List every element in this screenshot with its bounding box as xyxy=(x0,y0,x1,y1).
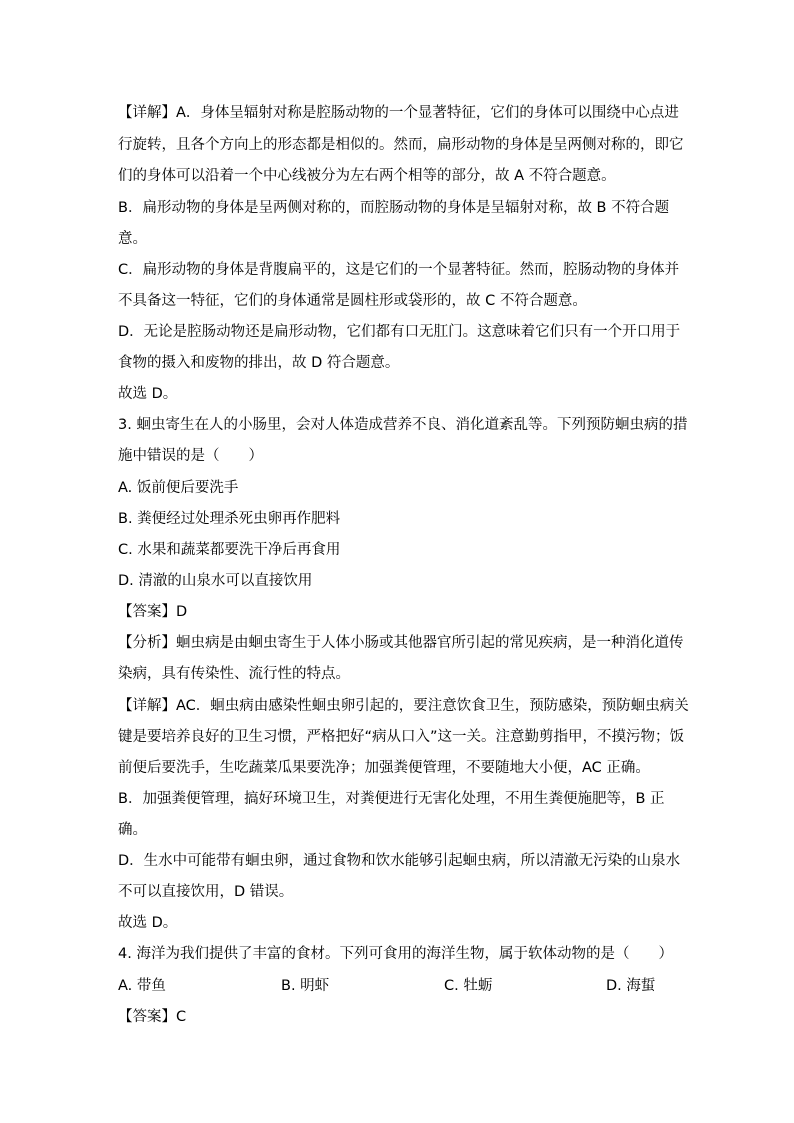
explanation-text: 确。 xyxy=(118,822,147,838)
conclusion-text: 故选 D。 xyxy=(118,915,178,931)
text-line: 【详解】A．身体呈辐射对称是腔肠动物的一个显著特征，它们的身体可以围绕中心点进 xyxy=(118,105,679,121)
text-line: 们的身体可以沿着一个中心线被分为左右两个相等的部分，故 A 不符合题意。 xyxy=(118,168,616,184)
text-line: D．无论是腔肠动物还是扁形动物，它们都有口无肛门。这意味着它们只有一个开口用于 xyxy=(118,324,681,340)
question-3-option-c: C. 水果和蔬菜都要洗干净后再食用 xyxy=(118,542,341,558)
text-line: 意。 xyxy=(118,231,147,247)
question-4-option-d: D. 海蜇 xyxy=(606,978,656,994)
text-line: 食物的摄入和废物的排出，故 D 符合题意。 xyxy=(118,355,400,371)
text-line: 故选 D。 xyxy=(118,386,178,402)
text-line: 行旋转，且各个方向上的形态都是相似的。然而，扁形动物的身体是呈两侧对称的，即它 xyxy=(118,137,684,153)
question-4-stem: 4. 海洋为我们提供了丰富的食材。下列可食用的海洋生物，属于软体动物的是（ ） xyxy=(118,946,673,962)
question-3-option-a: A. 饭前便后要洗手 xyxy=(118,480,239,496)
explanation-text: 【详解】AC．蛔虫病由感染性蛔虫卵引起的，要注意饮食卫生，预防感染，预防蛔虫病关 xyxy=(118,698,689,714)
text-line: 不具备这一特征，它们的身体通常是圆柱形或袋形的，故 C 不符合题意。 xyxy=(118,293,587,309)
answer-label: 【答案】C xyxy=(118,1009,187,1025)
question-3-option-b: B. 粪便经过处理杀死虫卵再作肥料 xyxy=(118,511,341,527)
text-line: C．扁形动物的身体是背腹扁平的，这是它们的一个显著特征。然而，腔肠动物的身体并 xyxy=(118,262,680,278)
question-4-option-b: B. 明虾 xyxy=(281,978,330,994)
explanation-text: D．生水中可能带有蛔虫卵，通过食物和饮水能够引起蛔虫病，所以清澈无污染的山泉水 xyxy=(118,853,681,869)
explanation-text: 键是要培养良好的卫生习惯，严格把好“病从口入”这一关。注意勤剪指甲，不摸污物；饭 xyxy=(118,729,685,745)
analysis-text: 【分析】蛔虫病是由蛔虫寄生于人体小肠或其他器官所引起的常见疾病，是一种消化道传 xyxy=(118,635,684,651)
question-4-option-a: A. 带鱼 xyxy=(118,978,166,994)
explanation-text: 不可以直接饮用，D 错误。 xyxy=(118,884,294,900)
question-4-option-c: C. 牡蛎 xyxy=(444,978,493,994)
question-3-option-d: D. 清澈的山泉水可以直接饮用 xyxy=(118,573,313,589)
question-3-stem: 施中错误的是（ ） xyxy=(118,448,263,464)
question-3-stem: 3. 蛔虫寄生在人的小肠里，会对人体造成营养不良、消化道紊乱等。下列预防蛔虫病的措 xyxy=(118,417,688,433)
explanation-text: 前便后要洗手，生吃蔬菜瓜果要洗净；加强粪便管理，不要随地大小便，AC 正确。 xyxy=(118,760,650,776)
answer-label: 【答案】D xyxy=(118,604,188,620)
explanation-text: B．加强粪便管理，搞好环境卫生，对粪便进行无害化处理，不用生粪便施肥等，B 正 xyxy=(118,791,665,807)
analysis-text: 染病，具有传染性、流行性的特点。 xyxy=(118,666,350,682)
text-line: B．扁形动物的身体是呈两侧对称的，而腔肠动物的身体是呈辐射对称，故 B 不符合题 xyxy=(118,200,670,216)
